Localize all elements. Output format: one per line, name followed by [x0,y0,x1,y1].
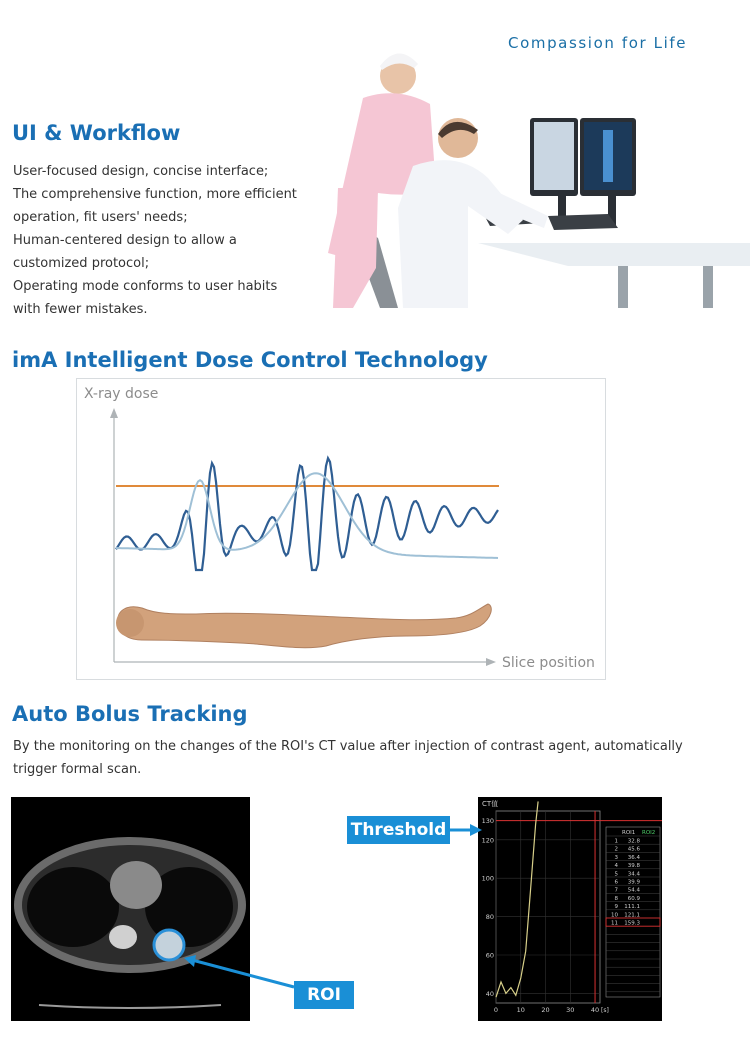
roi-table-value: 45.6 [627,846,640,853]
ct-x-tick: 0 [493,1006,499,1014]
ct-y-title: CT值 [482,800,499,808]
ct-x-tick: 30 [566,1006,575,1014]
dose-diagram [76,378,606,680]
ct-y-tick: 130 [481,817,494,826]
ct-y-tick: 60 [485,951,494,960]
roi-table-value: 36.4 [627,854,640,861]
ct-x-tick: 10 [516,1006,525,1014]
roi-table-value: 32.8 [627,838,640,845]
workstation-photo [318,38,750,308]
roi-table-value: 60.9 [627,895,640,902]
dose-y-label: X-ray dose [84,386,159,402]
bolus-title: Auto Bolus Tracking [12,702,248,726]
roi-table-index: 10 [611,912,618,919]
roi-table-value: 39.8 [627,863,640,870]
roi-table-header: ROI1 [622,830,636,836]
ct-x-unit: [s] [601,1007,609,1014]
ui-workflow-line: operation, fit users' needs; [13,210,188,225]
ui-workflow-line: The comprehensive function, more efficient [13,187,297,202]
roi-table-index: 7 [614,887,618,894]
roi-table-index: 9 [614,904,618,911]
dose-control-title: imA Intelligent Dose Control Technology [12,348,488,372]
bolus-line: trigger formal scan. [13,762,142,777]
roi-table-value: 34.4 [627,871,640,878]
roi-table-index: 6 [614,879,618,886]
ui-workflow-text [13,160,297,321]
roi-table-index: 4 [614,863,618,870]
dose-x-label: Slice position [502,655,595,671]
ct-slice-image [11,797,250,1021]
bolus-line: By the monitoring on the changes of the ROI's CT value after injection of contrast agent, automatically [13,739,683,754]
bolus-text [13,735,683,781]
ct-x-tick: 20 [541,1006,550,1014]
roi-callout: ROI [294,981,354,1009]
roi-table-index: 1 [614,838,618,845]
roi-table-value: 121.1 [624,912,640,919]
roi-table-value: 111.1 [624,904,640,911]
threshold-callout: Threshold [347,816,450,844]
ct-value-chart [478,797,662,1021]
ui-workflow-line: Human-centered design to allow a [13,233,237,248]
ui-workflow-line: User-focused design, concise interface; [13,164,269,179]
roi-table-value: 39.9 [627,879,640,886]
ct-y-tick: 120 [481,836,494,845]
roi-table-index: 8 [614,895,618,902]
ui-workflow-line: with fewer mistakes. [13,302,148,317]
ct-y-tick: 80 [485,913,494,922]
ct-x-tick: 40 [590,1006,600,1014]
ct-y-tick: 100 [481,874,494,883]
roi-table-index: 2 [614,846,618,853]
roi-table-index: 11 [611,920,618,927]
roi-table-index: 5 [614,871,618,878]
roi-table-header: ROI2 [642,830,656,836]
ui-workflow-line: Operating mode conforms to user habits [13,279,278,294]
roi-table-value: 54.4 [627,887,640,894]
roi-table-value: 159.3 [624,920,640,927]
tagline: Compassion for Life [508,34,688,52]
roi-table-index: 3 [614,854,618,861]
ui-workflow-title: UI & Workflow [12,121,181,145]
ui-workflow-line: customized protocol; [13,256,150,271]
ct-y-tick: 40 [485,989,494,998]
